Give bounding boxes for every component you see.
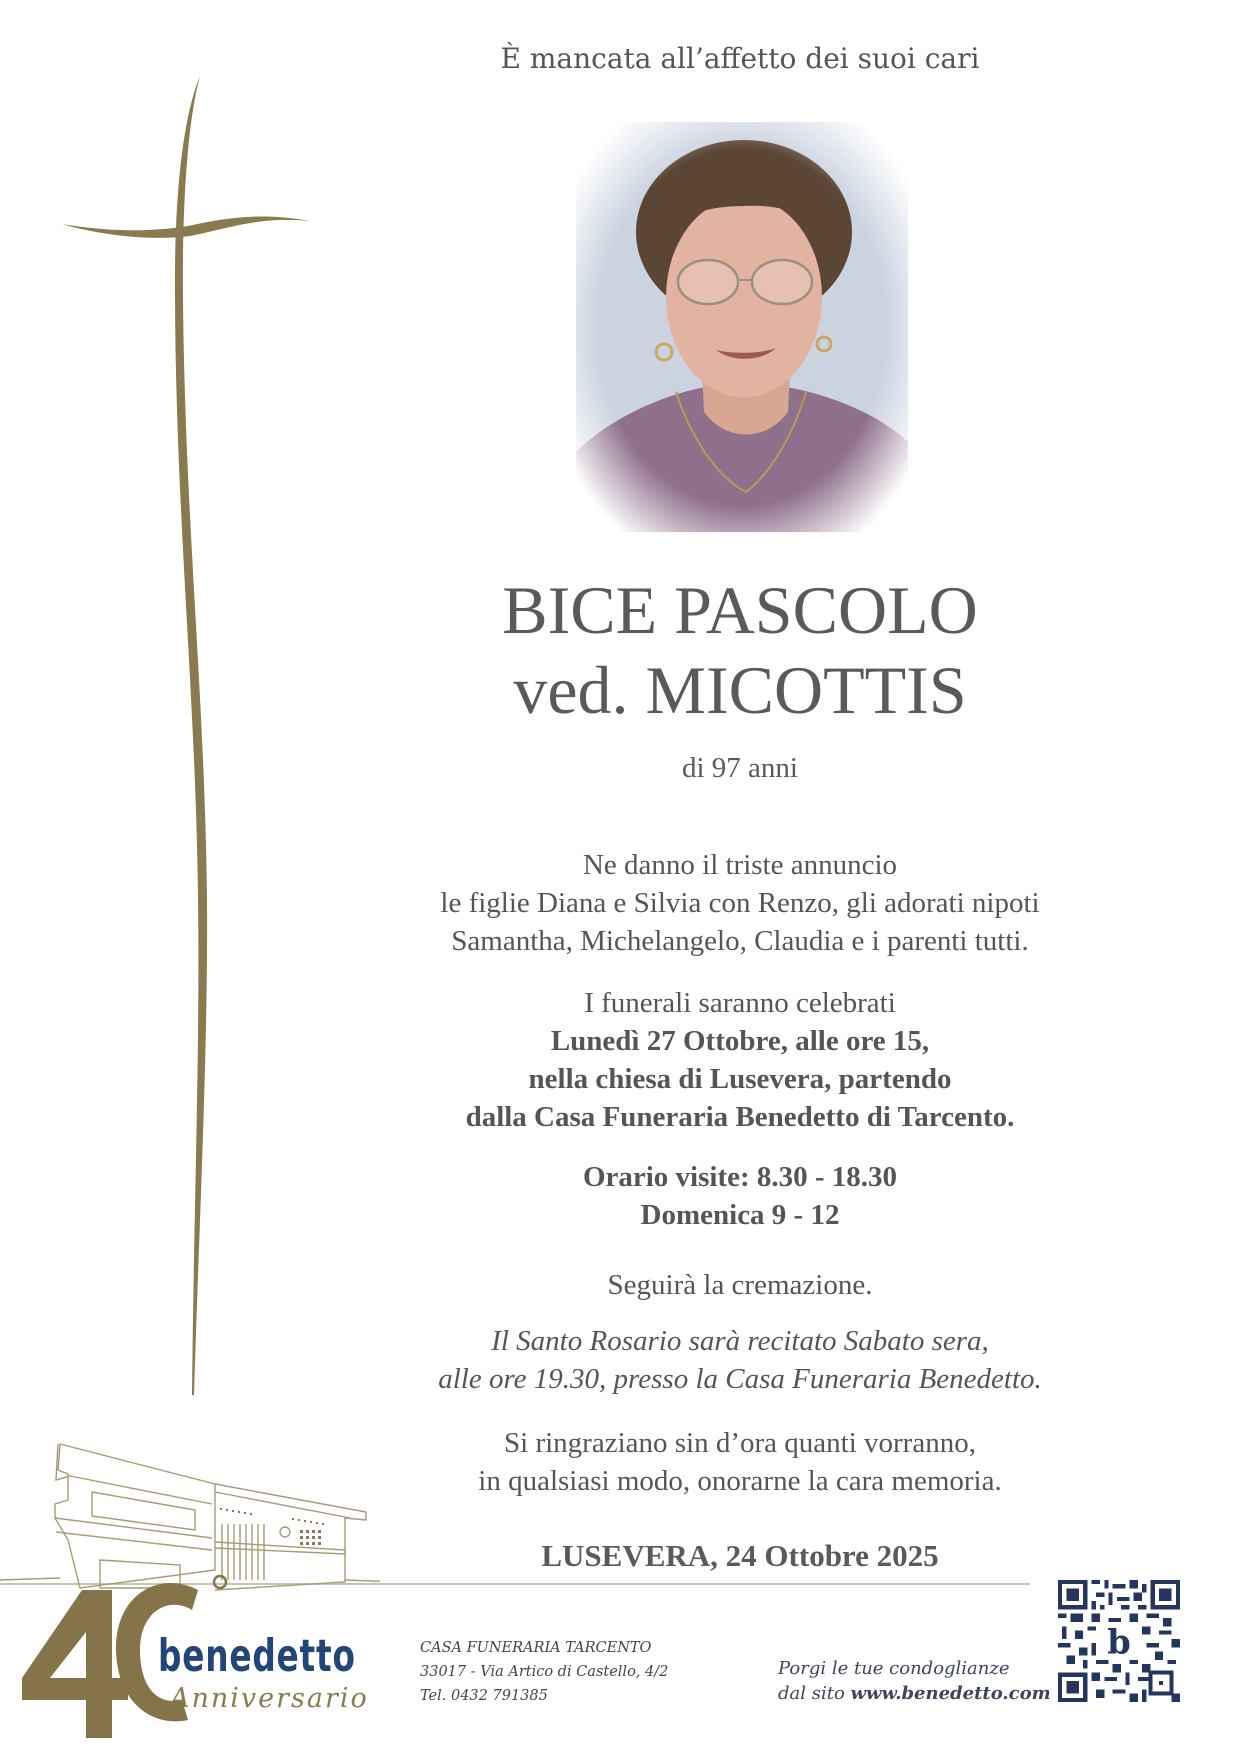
intro-text: È mancata all’affetto dei suoi cari xyxy=(500,42,980,75)
funeral-intro: I funerali saranno celebrati xyxy=(584,987,896,1019)
cross-icon xyxy=(0,0,320,1420)
funeral-detail: Lunedì 27 Ottobre, alle ore 15, xyxy=(550,1025,930,1057)
funeral-info xyxy=(390,984,1090,1136)
address-phone: Tel. 0432 791385 xyxy=(420,1688,548,1704)
qr-center-letter: b xyxy=(1107,1621,1131,1662)
address-name: CASA FUNERARIA TARCENTO xyxy=(420,1640,652,1656)
website-link[interactable]: www.benedetto.com xyxy=(850,1683,1051,1704)
announcement-line: Samantha, Michelangelo, Claudia e i parenti tutti. xyxy=(451,925,1029,957)
deceased-name: BICE PASCOLO xyxy=(502,572,978,648)
place-date: LUSEVERA, 24 Ottobre 2025 xyxy=(541,1538,939,1573)
portrait-photo xyxy=(576,122,908,532)
announcement xyxy=(390,846,1090,960)
deceased-married-name: ved. MICOTTIS xyxy=(513,652,967,728)
thanks-note xyxy=(390,1424,1090,1500)
condolences-line-2 xyxy=(778,1681,1051,1706)
condolences-prefix: dal sito xyxy=(778,1683,851,1704)
condolences-note xyxy=(778,1656,1051,1706)
visiting-hours-sunday: Domenica 9 - 12 xyxy=(640,1199,840,1231)
thanks-line: in qualsiasi modo, onorarne la cara memoria. xyxy=(478,1465,1002,1497)
condolences-line: Porgi le tue condoglianze xyxy=(778,1658,1010,1679)
portrait-frame xyxy=(568,118,916,538)
qr-code[interactable] xyxy=(1058,1580,1180,1702)
funeral-home-address xyxy=(420,1636,668,1708)
visiting-hours-weekday: Orario visite: 8.30 - 18.30 xyxy=(582,1161,898,1193)
brand-name: benedetto xyxy=(158,1630,356,1682)
thanks-line: Si ringraziano sin d’ora quanti vorranno, xyxy=(504,1427,976,1459)
rosary-line: Il Santo Rosario sarà recitato Sabato sera, xyxy=(491,1325,989,1357)
cremation-note: Seguirà la cremazione. xyxy=(607,1269,873,1301)
funeral-detail: dalla Casa Funeraria Benedetto di Tarcento. xyxy=(465,1101,1015,1133)
announcement-line: Ne danno il triste annuncio xyxy=(582,849,898,881)
rosary-line: alle ore 19.30, presso la Casa Funeraria Benedetto. xyxy=(438,1363,1042,1395)
brand-tagline: Anniversario xyxy=(170,1683,369,1714)
funeral-detail: nella chiesa di Lusevera, partendo xyxy=(528,1063,952,1095)
address-street: 33017 - Via Artico di Castello, 4/2 xyxy=(420,1664,669,1680)
rosary-note xyxy=(390,1322,1090,1398)
visiting-hours xyxy=(390,1158,1090,1234)
announcement-line: le figlie Diana e Silvia con Renzo, gli adorati nipoti xyxy=(440,887,1040,919)
portrait-illustration xyxy=(576,122,908,532)
deceased-age: di 97 anni xyxy=(682,752,798,784)
